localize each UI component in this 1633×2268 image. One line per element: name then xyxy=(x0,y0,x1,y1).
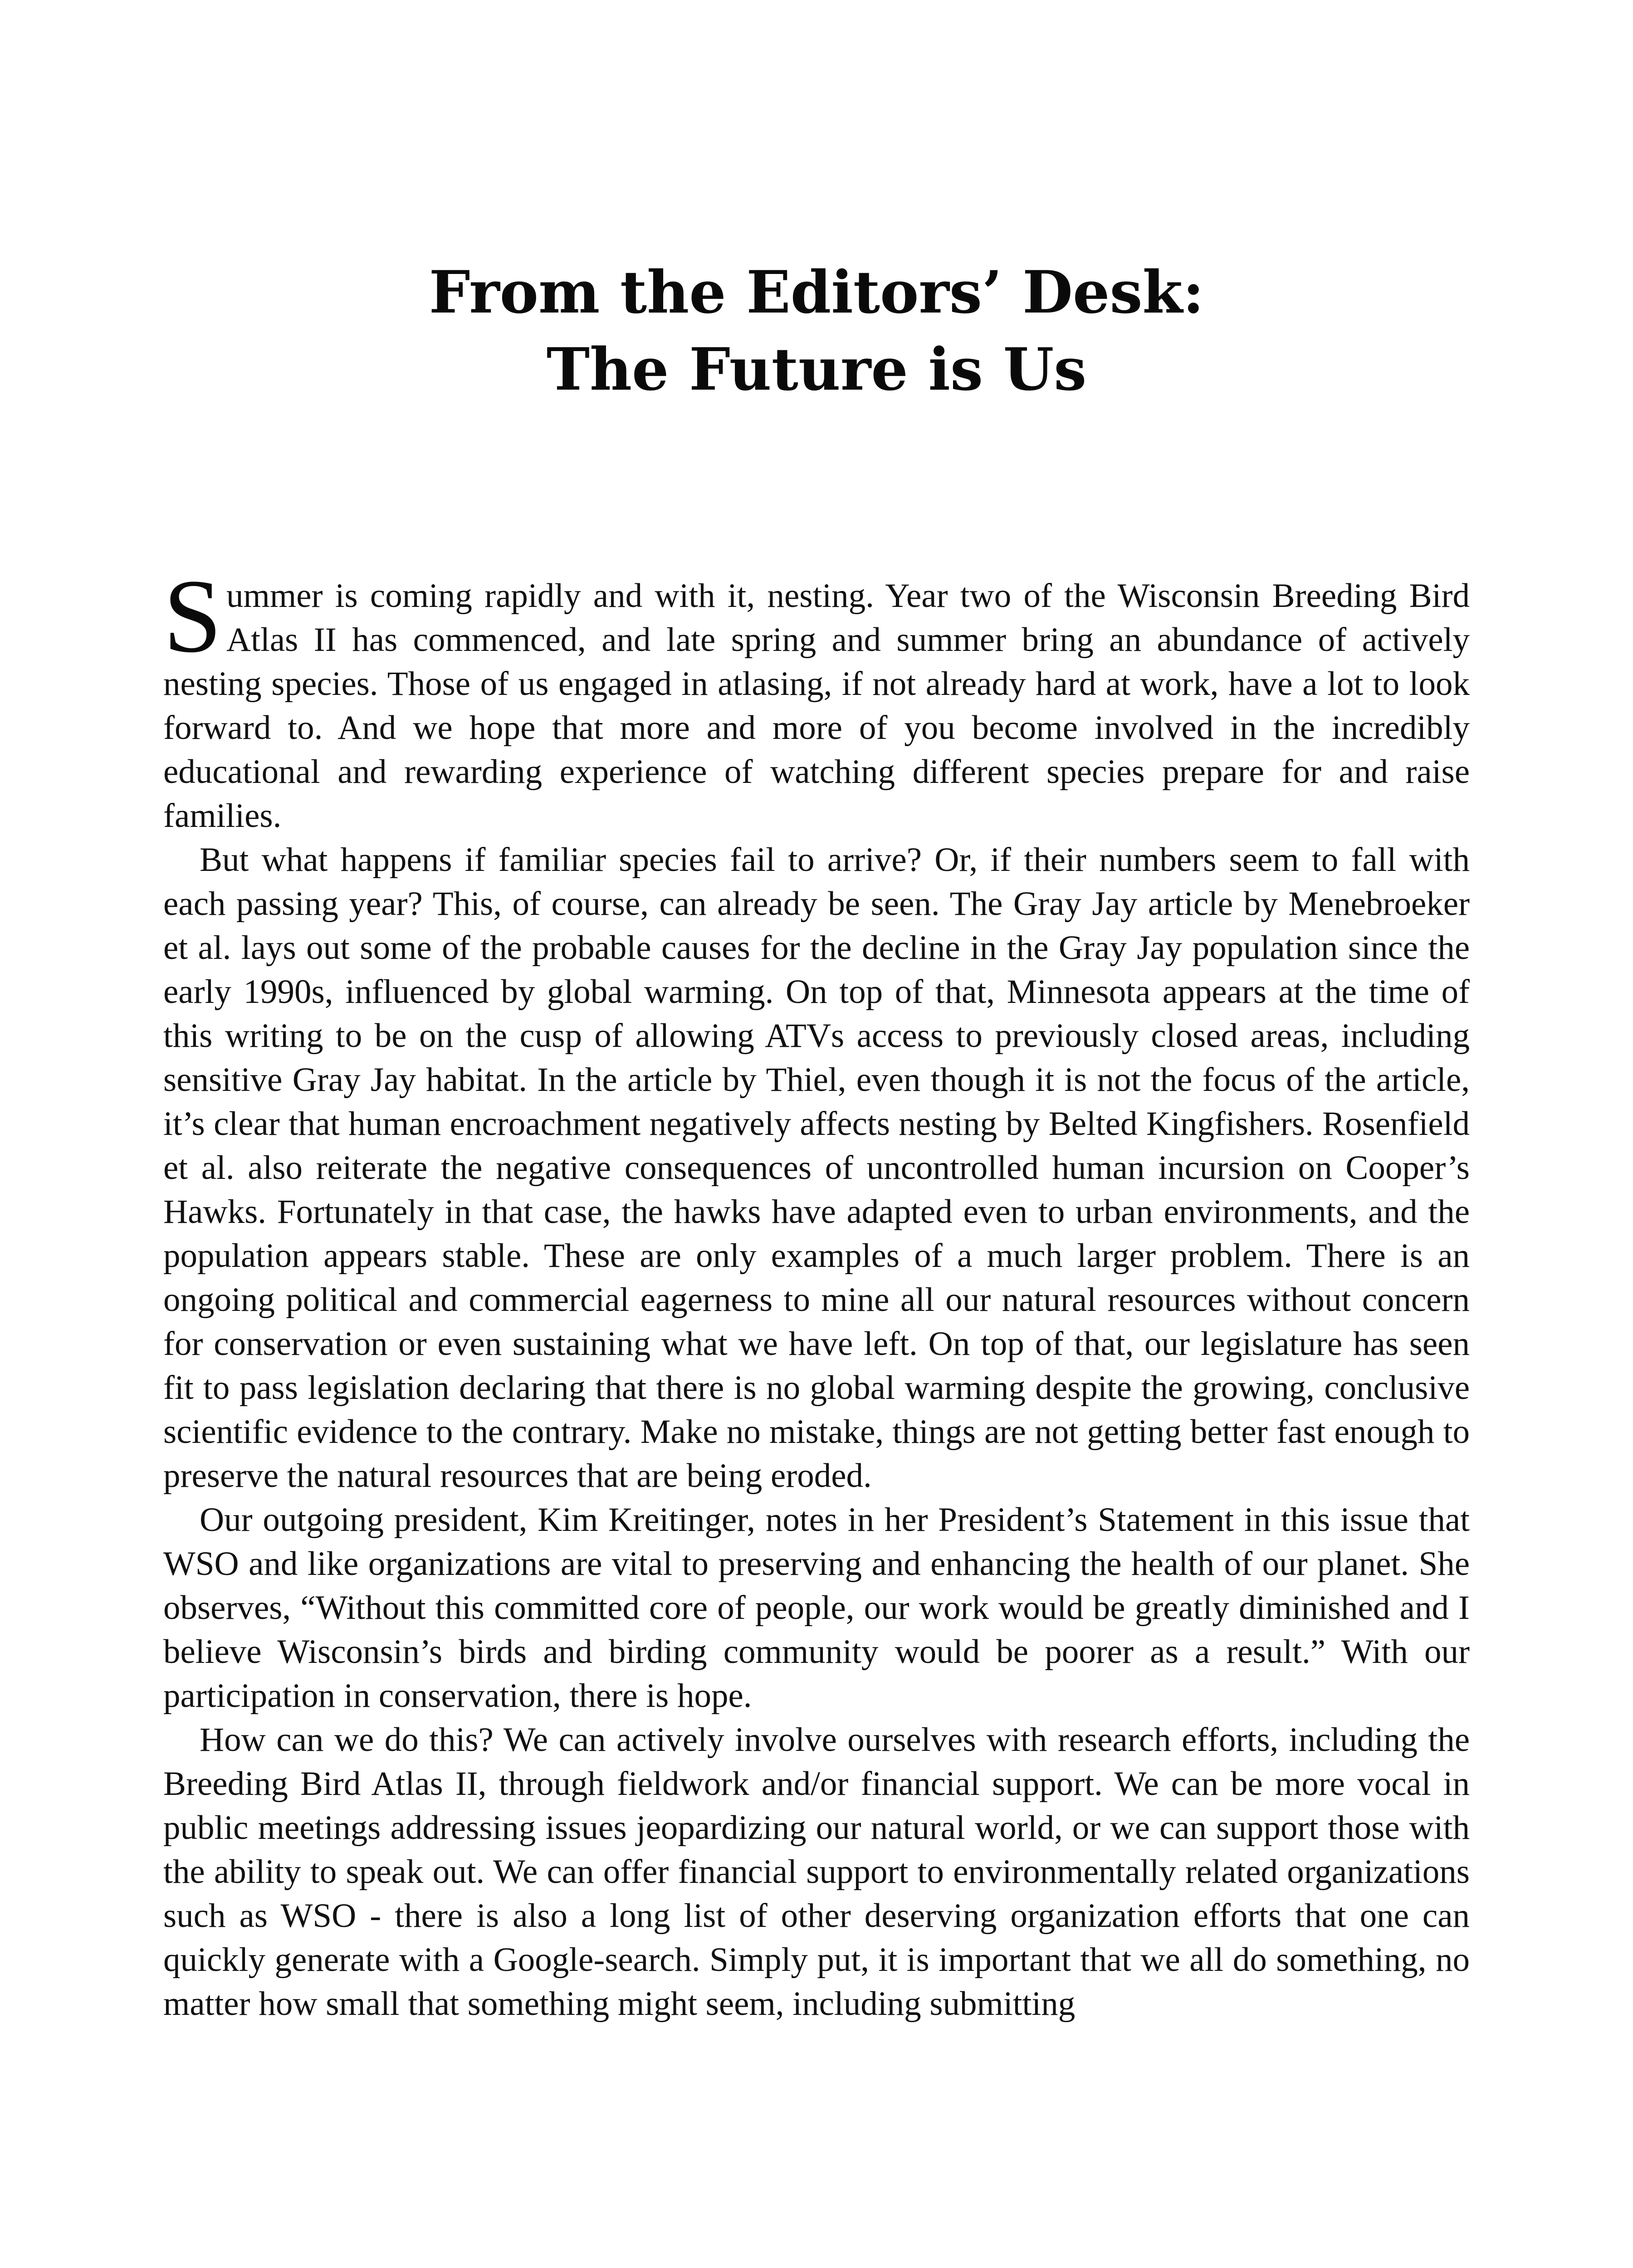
article-title xyxy=(0,254,1633,408)
paragraph-1-text: ummer is coming rapidly and with it, nesting. Year two of the Wisconsin Breeding Bird Atlas II has commenced, and late spring and summer bring an abundance of actively nesting species. Those of us engaged in atlasing, if not already hard at work, have a lot to look forward to. And we hope that more and more of you become involved in the incredibly educational and rewarding experience of watching different species prepare for and raise families. xyxy=(163,577,1470,835)
paragraph-4: How can we do this? We can actively involve ourselves with research efforts, including the Breeding Bird Atlas II, through fieldwork and/or financial support. We can be more vocal in public meetings addressing issues jeopardizing our natural world, or we can support those with the ability to speak out. We can offer financial support to environmentally related organizations such as WSO - there is also a long list of other deserving organization efforts that one can quickly generate with a Google-search. Simply put, it is important that we all do something, no matter how small that something might seem, including submitting xyxy=(163,1721,1470,2023)
title-line-1: From the Editors’ Desk: xyxy=(429,259,1204,327)
title-line-2: The Future is Us xyxy=(546,336,1087,404)
article-body xyxy=(163,558,1470,2026)
paragraph-3: Our outgoing president, Kim Kreitinger, notes in her President’s Statement in this issue that WSO and like organizations are vital to preserving and enhancing the health of our planet. She observes, “Without this committed core of people, our work would be greatly diminished and I believe Wisconsin’s birds and birding community would be poorer as a result.” With our participation in conservation, there is hope. xyxy=(163,1501,1470,1715)
drop-cap: S xyxy=(163,558,222,675)
paragraph-2: But what happens if familiar species fail to arrive? Or, if their numbers seem to fall with each passing year? This, of course, can already be seen. The Gray Jay article by Menebroeker et al. lays out some of the probable causes for the decline in the Gray Jay population since the early 1990s, influenced by global warming. On top of that, Minnesota appears at the time of this writing to be on the cusp of allowing ATVs access to previously closed areas, including sensitive Gray Jay habitat. In the article by Thiel, even though it is not the focus of the article, it’s clear that human encroachment negatively affects nesting by Belted Kingfishers. Rosenfield et al. also reiterate the negative consequences of uncontrolled human incursion on Cooper’s Hawks. Fortunately in that case, the hawks have adapted even to urban environments, and the population appears stable. These are only examples of a much larger problem. There is an ongoing political and commercial eagerness to mine all our natural resources without concern for conservation or even sustaining what we have left. On top of that, our legislature has seen fit to pass legislation declaring that there is no global warming despite the growing, conclusive scientific evidence to the contrary. Make no mistake, things are not getting better fast enough to preserve the natural resources that are being eroded. xyxy=(163,841,1470,1495)
paragraph-1 xyxy=(163,558,1470,838)
